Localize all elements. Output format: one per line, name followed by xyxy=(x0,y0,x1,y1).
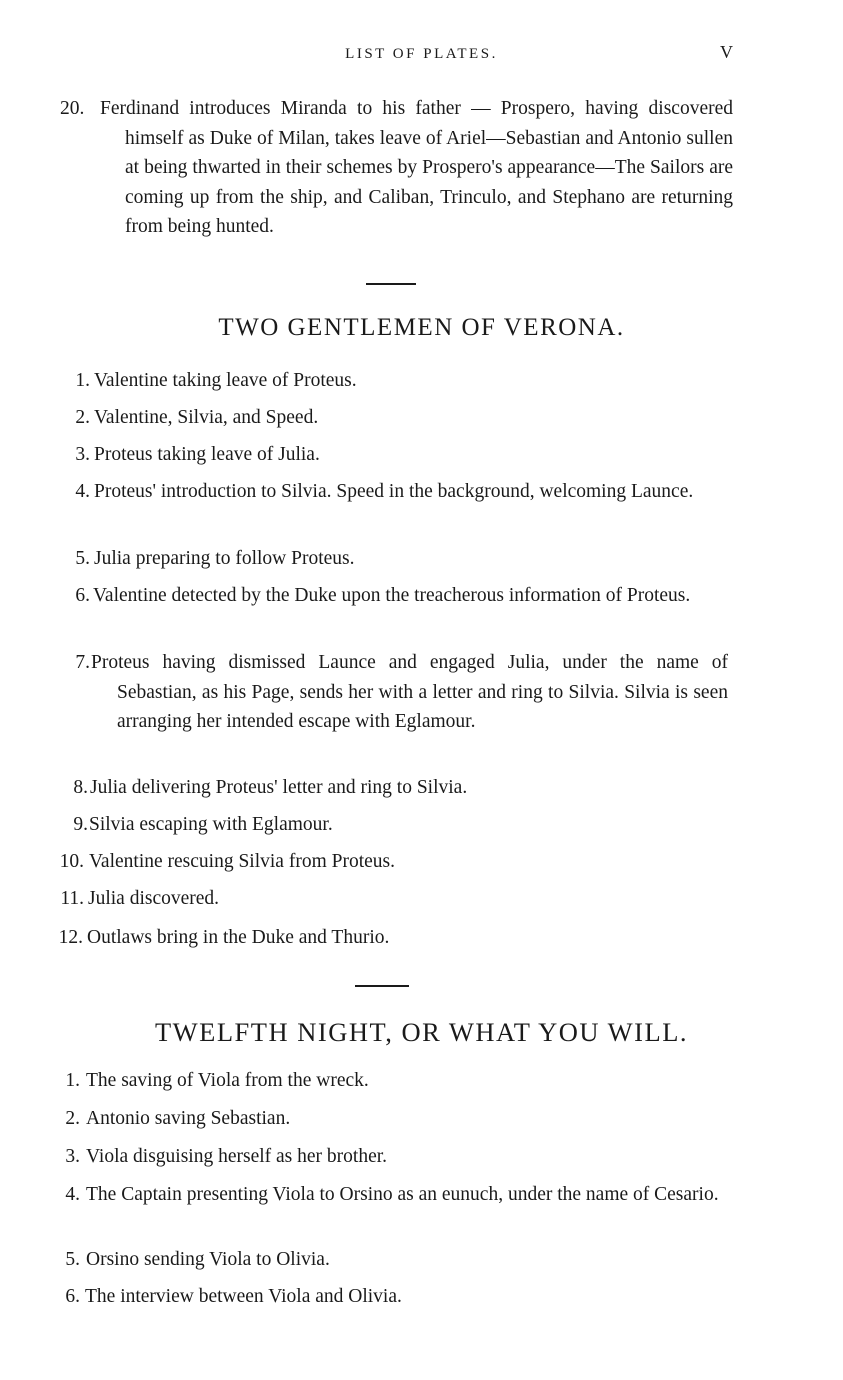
section-heading-twelfth-night: TWELFTH NIGHT, OR WHAT YOU WILL. xyxy=(154,1017,689,1047)
section-heading-two-gentlemen: TWO GENTLEMEN OF VERONA. xyxy=(218,314,625,341)
page-number: V xyxy=(720,42,733,62)
list-item xyxy=(75,581,728,611)
plate-caption: Valentine detected by the Duke upon the treacherous information of Proteus. xyxy=(93,585,691,606)
list-item xyxy=(75,403,728,433)
plate-caption: Valentine rescuing Silvia from Proteus. xyxy=(89,851,395,872)
plate-number: 3. xyxy=(75,444,90,465)
plate-caption: Viola disguising herself as her brother. xyxy=(86,1146,388,1167)
plate-number: 5. xyxy=(65,1249,80,1270)
list-item xyxy=(73,810,728,840)
plate-number: 12. xyxy=(58,927,83,948)
plate-number: 11. xyxy=(60,888,84,909)
running-title: LIST OF PLATES. xyxy=(345,46,498,62)
plate-caption: Outlaws bring in the Duke and Thurio. xyxy=(87,927,390,948)
list-item xyxy=(65,1142,722,1172)
list-item xyxy=(65,1104,722,1134)
plate-number: 2. xyxy=(65,1108,80,1129)
plate-caption: Silvia escaping with Eglamour. xyxy=(89,814,333,835)
list-item xyxy=(73,773,728,803)
plate-number: 4. xyxy=(65,1184,80,1205)
plate-number: 9. xyxy=(73,814,88,835)
list-item xyxy=(75,366,728,396)
list-item xyxy=(75,440,728,470)
list-item xyxy=(75,648,728,737)
list-item xyxy=(65,1245,722,1275)
plate-number: 2. xyxy=(75,407,90,428)
plate-number: 3. xyxy=(65,1146,80,1167)
plate-caption: Proteus having dismissed Launce and engaged Julia, under the name of Sebastian, as his Page, sends her with a letter and ring to Silvia. Silvia is seen arranging her intended escape with Eglamour. xyxy=(91,652,728,732)
plate-caption: Julia preparing to follow Proteus. xyxy=(94,548,355,569)
list-item xyxy=(59,847,728,877)
list-item xyxy=(65,1066,722,1096)
plate-caption: Ferdinand introduces Miranda to his father — Prospero, having discovered himself as Duke of Milan, takes leave of Ariel—Sebastian and Antonio sullen at being thwarted in their schemes by Prospero's appearance—The Sailors are coming up from the ship, and Caliban, Trinculo, and Stephano are returning from being hunted. xyxy=(100,98,733,237)
plate-caption: Proteus taking leave of Julia. xyxy=(94,444,320,465)
plate-caption: The Captain presenting Viola to Orsino as an eunuch, under the name of Cesario. xyxy=(86,1184,719,1205)
plate-caption: Julia delivering Proteus' letter and ring to Silvia. xyxy=(90,777,468,798)
plate-caption: Valentine taking leave of Proteus. xyxy=(94,370,357,391)
plate-number: 6. xyxy=(65,1286,80,1307)
plate-number: 1. xyxy=(65,1070,80,1091)
plate-number: 6. xyxy=(75,585,90,606)
plate-caption: Julia discovered. xyxy=(88,888,220,909)
section-divider xyxy=(355,985,409,987)
plate-number: 7. xyxy=(75,652,90,673)
plate-number: 8. xyxy=(73,777,88,798)
plate-caption: The interview between Viola and Olivia. xyxy=(85,1286,402,1307)
plate-caption: Proteus' introduction to Silvia. Speed in the background, welcoming Launce. xyxy=(94,481,694,502)
plate-caption: Orsino sending Viola to Olivia. xyxy=(86,1249,330,1270)
plate-number: 5. xyxy=(75,548,90,569)
plate-number: 10. xyxy=(59,851,84,872)
list-item xyxy=(65,1282,722,1312)
plate-caption: Valentine, Silvia, and Speed. xyxy=(94,407,319,428)
section-divider xyxy=(366,283,416,285)
list-item xyxy=(65,1180,722,1210)
list-item xyxy=(58,923,728,953)
list-item xyxy=(60,884,728,914)
plate-caption: Antonio saving Sebastian. xyxy=(86,1108,291,1129)
plate-caption: The saving of Viola from the wreck. xyxy=(86,1070,369,1091)
plate-number: 4. xyxy=(75,481,90,502)
list-item xyxy=(75,544,728,574)
plate-number: 1. xyxy=(75,370,90,391)
list-item xyxy=(75,477,728,507)
plate-number: 20. xyxy=(60,98,85,119)
list-item xyxy=(60,94,733,242)
